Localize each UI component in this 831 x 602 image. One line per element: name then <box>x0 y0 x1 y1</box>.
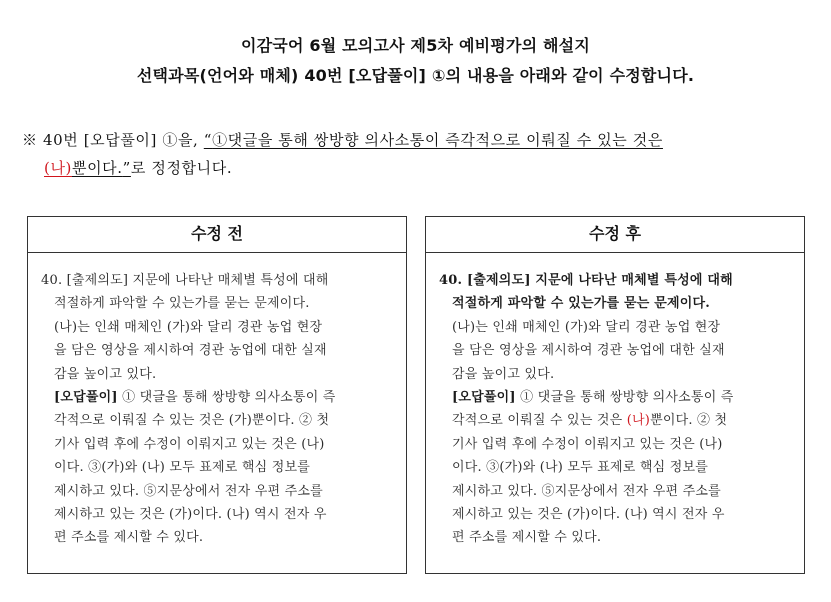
before-line-o4: 이다. ③(가)와 (나) 모두 표제로 핵심 정보를 <box>54 460 310 476</box>
before-line-p2: 을 담은 영상을 제시하여 경관 농업에 대한 실재 <box>54 343 327 359</box>
before-line-o2: 각적으로 이뤄질 수 있는 것은 (가)뿐이다. ② 첫 <box>54 413 330 429</box>
after-line-o1-rest: ① 댓글을 통해 쌍방향 의사소통이 즉 <box>515 390 734 406</box>
notice-quoted-red: (나) <box>44 159 72 177</box>
title-line-2: 선택과목(언어와 매체) 40번 [오답풀이] ①의 내용을 아래와 같이 수정합니다. <box>136 66 695 85</box>
after-line-o2-red: (나) <box>626 413 651 429</box>
before-line-o1-rest: ① 댓글을 통해 쌍방향 의사소통이 즉 <box>117 390 336 406</box>
before-wrong-answer-label: [오답풀이] <box>54 390 118 406</box>
after-line-o2-a: 각적으로 이뤄질 수 있는 것은 <box>452 413 627 429</box>
after-line-p2: 을 담은 영상을 제시하여 경관 농업에 대한 실재 <box>452 343 725 359</box>
after-line-o7: 편 주소를 제시할 수 있다. <box>452 530 602 546</box>
notice-quote-open: “ <box>203 131 213 149</box>
correction-notice <box>22 126 812 182</box>
after-line-o3: 기사 입력 후에 수정이 이뤄지고 있는 것은 (나) <box>452 436 723 452</box>
before-line-p3: 감을 높이고 있다. <box>54 366 157 382</box>
before-line-p1: (나)는 인쇄 매체인 (가)와 달리 경관 농업 현장 <box>54 319 323 335</box>
after-panel <box>425 216 805 574</box>
notice-quote-close: ” <box>122 159 131 177</box>
before-line-q1: 40. [출제의도] 지문에 나타난 매체별 특성에 대해 <box>41 273 329 288</box>
before-line-o6: 제시하고 있는 것은 (가)이다. (나) 역시 전자 우 <box>54 507 327 523</box>
after-body <box>439 269 795 550</box>
after-line-o2 <box>439 409 795 432</box>
after-line-p3: 감을 높이고 있다. <box>452 366 555 382</box>
notice-prefix: ※ 40번 [오답풀이] ①을, <box>22 131 204 149</box>
before-line-o3: 기사 입력 후에 수정이 이뤄지고 있는 것은 (나) <box>54 436 325 452</box>
before-line-o5: 제시하고 있다. ⑤지문상에서 전자 우편 주소를 <box>54 483 323 499</box>
after-heading: 수정 후 <box>426 217 804 253</box>
notice-quoted-line1: ①댓글을 통해 쌍방향 의사소통이 즉각적으로 이뤄질 수 있는 것은 <box>212 131 663 149</box>
before-line-o1 <box>41 386 397 409</box>
notice-suffix: 로 정정합니다. <box>130 159 233 177</box>
notice-quoted-rest: 뿐이다. <box>72 159 123 177</box>
after-line-q1: 40. [출제의도] 지문에 나타난 매체별 특성에 대해 <box>439 273 733 288</box>
after-line-o6: 제시하고 있는 것은 (가)이다. (나) 역시 전자 우 <box>452 507 725 523</box>
after-line-o1 <box>439 386 795 409</box>
after-line-q2: 적절하게 파악할 수 있는가를 묻는 문제이다. <box>452 296 710 312</box>
before-heading: 수정 전 <box>28 217 406 253</box>
after-line-o4: 이다. ③(가)와 (나) 모두 표제로 핵심 정보를 <box>452 460 708 476</box>
after-line-o5: 제시하고 있다. ⑤지문상에서 전자 우편 주소를 <box>452 483 721 499</box>
before-panel <box>27 216 407 574</box>
before-body <box>41 269 397 550</box>
after-wrong-answer-label: [오답풀이] <box>452 390 516 406</box>
after-line-p1: (나)는 인쇄 매체인 (가)와 달리 경관 농업 현장 <box>452 319 721 335</box>
title-line-1: 이감국어 6월 모의고사 제5차 예비평가의 해설지 <box>241 36 590 55</box>
before-line-o7: 편 주소를 제시할 수 있다. <box>54 530 204 546</box>
before-line-q2: 적절하게 파악할 수 있는가를 묻는 문제이다. <box>54 296 310 312</box>
after-line-o2-b: 뿐이다. ② 첫 <box>650 413 728 429</box>
